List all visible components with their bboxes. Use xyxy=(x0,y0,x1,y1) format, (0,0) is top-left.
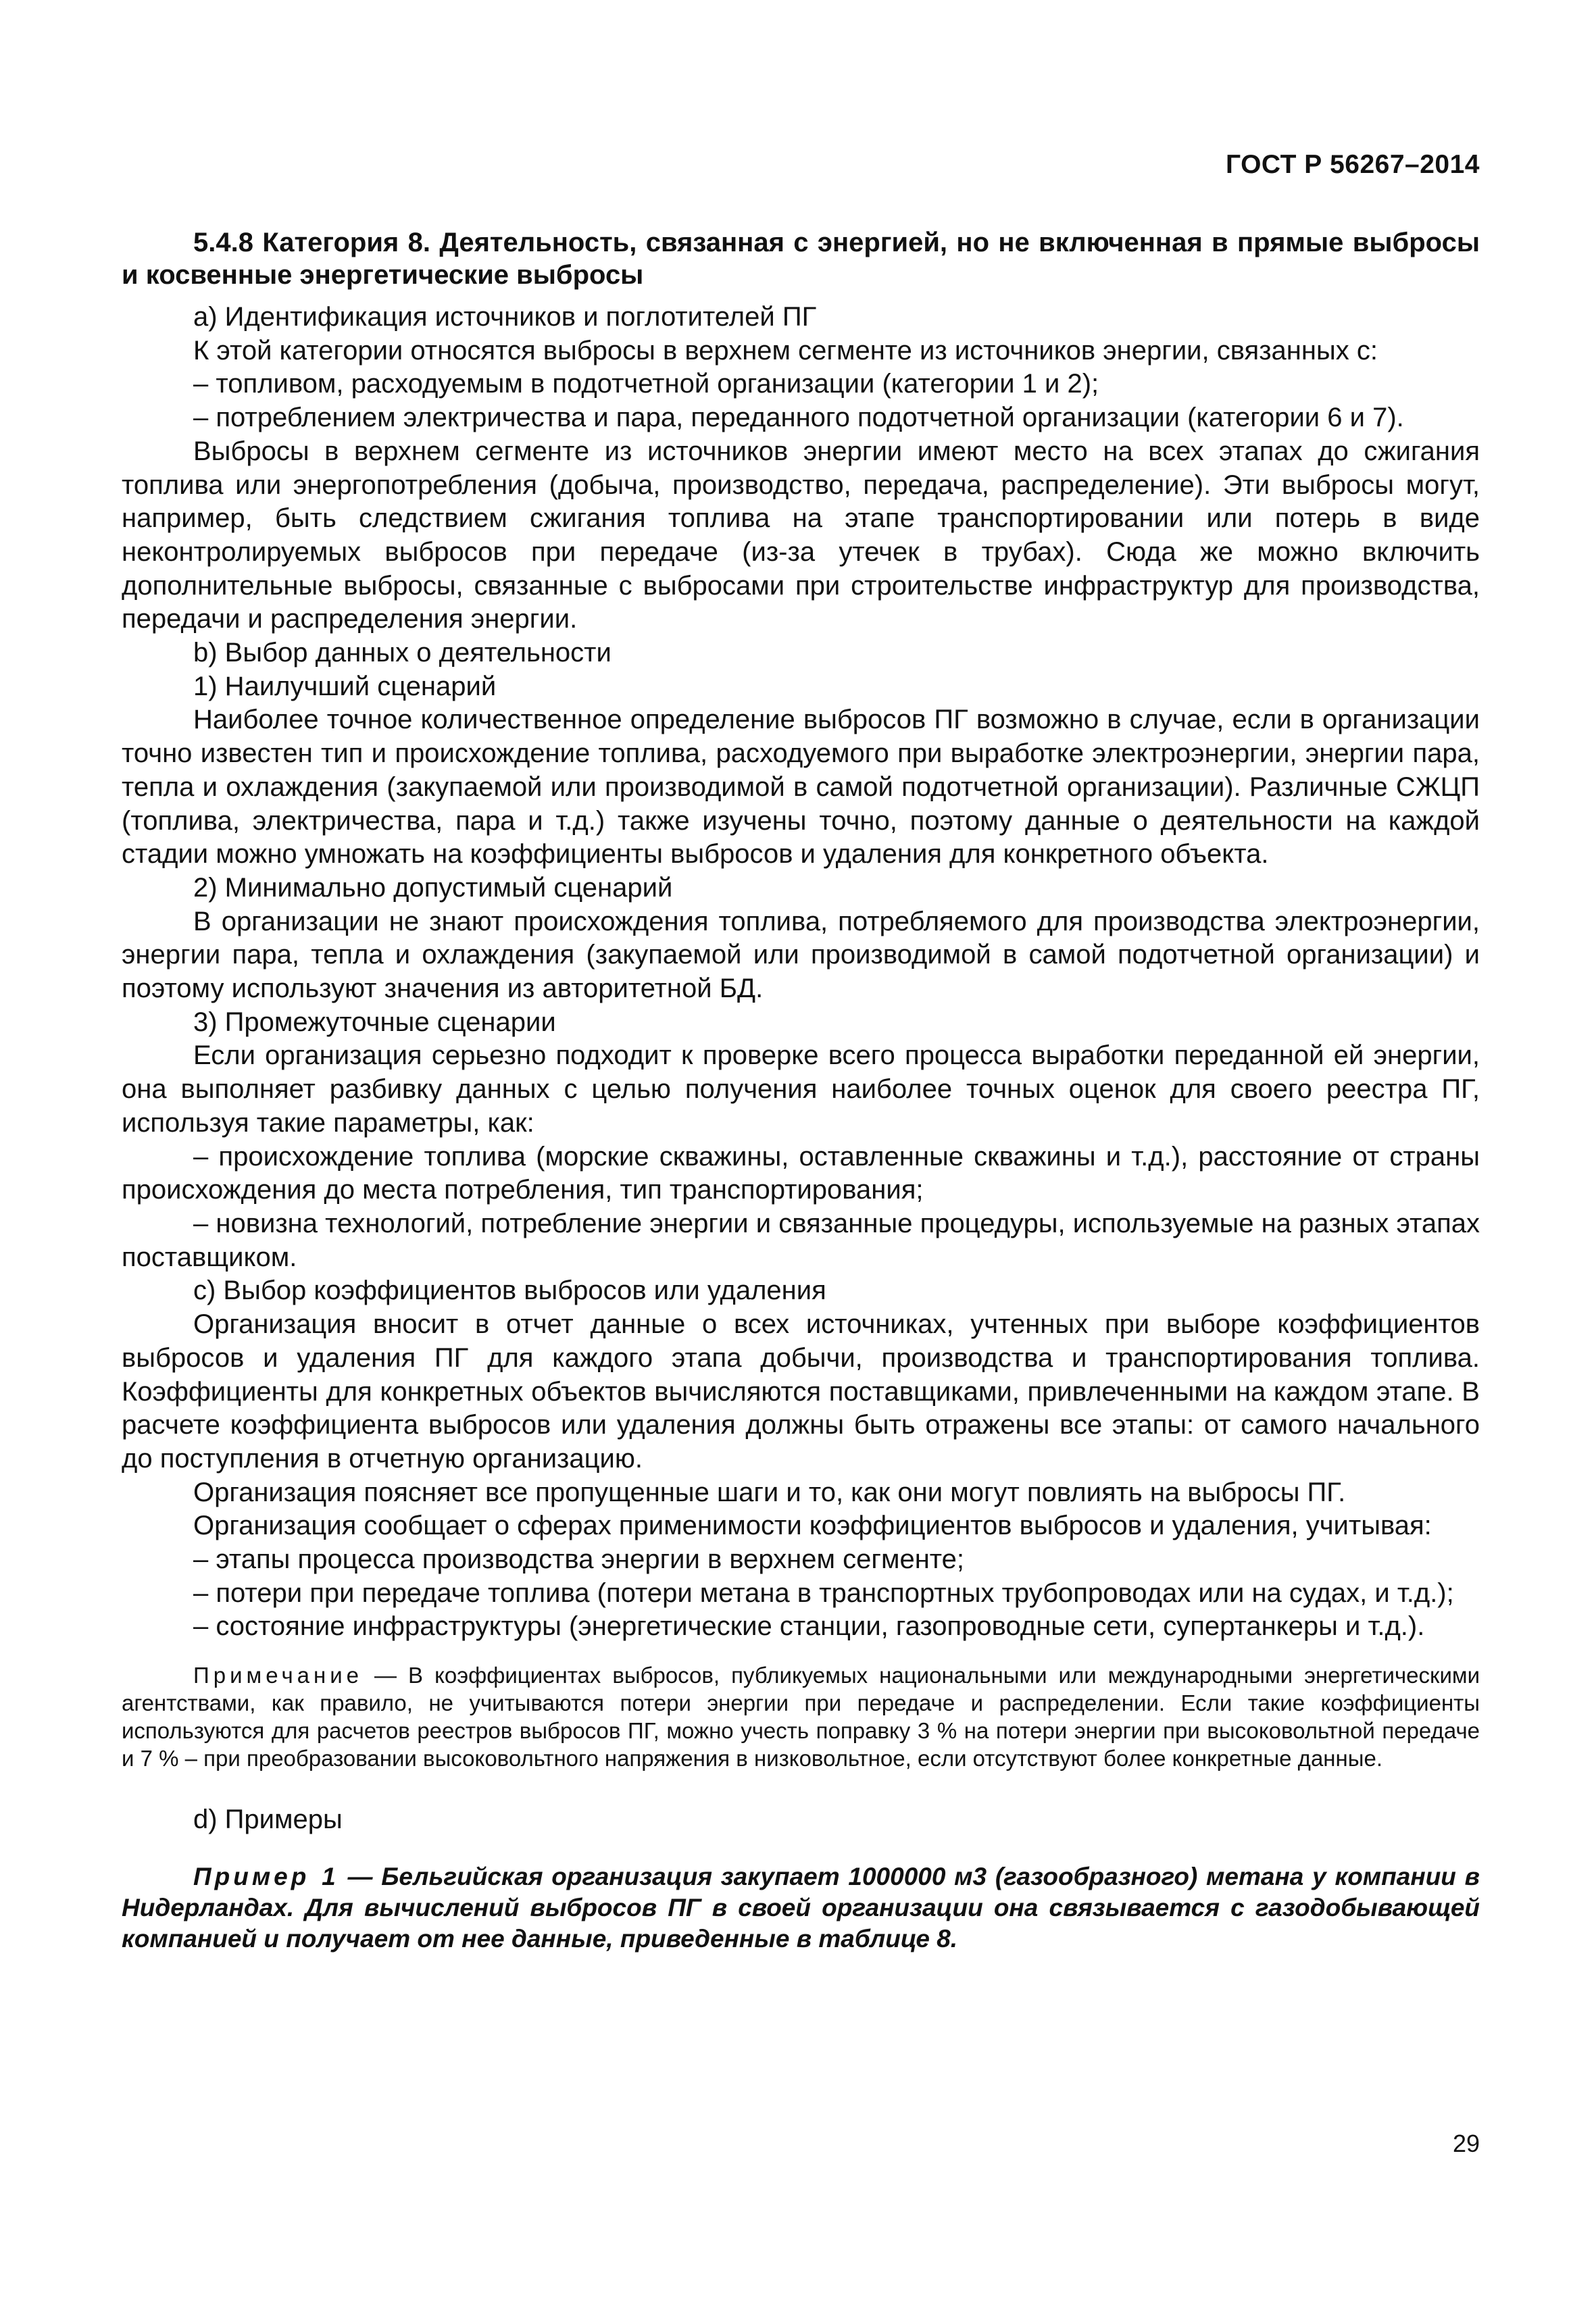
note-label: Примечание xyxy=(193,1663,364,1688)
subsection-heading: 3) Промежуточные сценарии xyxy=(193,1007,556,1037)
list-item: – состояние инфраструктуры (энергетические станции, газопроводные сети, супертанкеры и т.д.). xyxy=(193,1611,1425,1642)
list-item: – потреблением электричества и пара, переданного подотчетной организации (категории 6 и 7). xyxy=(193,403,1404,433)
list-item: – топливом, расходуемым в подотчетной организации (категории 1 и 2); xyxy=(193,369,1099,399)
example-label: Пример 1 xyxy=(193,1862,339,1890)
paragraph: К этой категории относятся выбросы в верхнем сегменте из источников энергии, связанных с: xyxy=(193,335,1378,366)
subsection-heading: с) Выбор коэффициентов выбросов или удаления xyxy=(193,1276,826,1306)
paragraph: Если организация серьезно подходит к проверке всего процесса выработки переданной ей энергии, она выполняет разбивку данных с целью получения наиболее точных оценок для своего реестра ПГ, используя такие параметры, как: xyxy=(122,1040,1480,1138)
subsection-heading: 2) Минимально допустимый сценарий xyxy=(193,872,673,903)
standard-id: ГОСТ Р 56267–2014 xyxy=(1225,150,1480,179)
examples-heading: d) Примеры xyxy=(193,1805,343,1835)
page-content xyxy=(122,226,1480,1955)
paragraph: Выбросы в верхнем сегменте из источников энергии имеют место на всех этапах до сжигания топлива или энергопотребления (добыча, производство, передача, распределение). Эти выбросы могут, например, быть следствием сжигания топлива на этапе транспортировании или потерь в виде неконтролируемых выбросов при передаче (из-за утечек в трубах). Сюда же можно включить дополнительные выбросы, связанные с выбросами при строительстве инфраструктур для производства, передачи и распределения энергии. xyxy=(122,436,1480,634)
note xyxy=(122,1661,1480,1772)
subsection-heading: 1) Наилучший сценарий xyxy=(193,671,497,701)
example-text: — Бельгийская организация закупает 1000000 м3 (газообразного) метана у компании в Нидерландах. Для вычислений выбросов ПГ в своей организации она связывается с газодобывающей компанией и получает от нее данные, приведенные в таблице 8. xyxy=(122,1862,1480,1953)
list-item: – потери при передаче топлива (потери метана в транспортных трубопроводах или на судах, и т.д.); xyxy=(193,1578,1454,1608)
subsection-heading: b) Выбор данных о деятельности xyxy=(193,638,612,668)
section-title: 5.4.8 Категория 8. Деятельность, связанная с энергией, но не включенная в прямые выбросы и косвенные энергетические выбросы xyxy=(122,228,1480,290)
list-item: – происхождение топлива (морские скважины, оставленные скважины и т.д.), расстояние от страны происхождения до места потребления, тип транспортирования; xyxy=(122,1141,1480,1205)
example xyxy=(122,1861,1480,1955)
list-item: – новизна технологий, потребление энергии и связанные процедуры, используемые на разных этапах поставщиком. xyxy=(122,1208,1480,1272)
note-text: — В коэффициентах выбросов, публикуемых национальными или международными энергетическими агентствами, как правило, не учитываются потери энергии при передаче и распределении. Если такие коэффициенты используются для расчетов реестров выбросов ПГ, можно учесть поправку 3 % на потери энергии при высоковольтной передаче и 7 % – при преобразовании высоковольтного напряжения в низковольтное, если отсутствуют более конкретные данные. xyxy=(122,1663,1480,1771)
body-text xyxy=(122,301,1480,1644)
paragraph: Организация сообщает о сферах применимости коэффициентов выбросов и удаления, учитывая: xyxy=(193,1511,1432,1541)
page-number: 29 xyxy=(1452,2130,1480,2157)
paragraph: Организация вносит в отчет данные о всех источниках, учтенных при выборе коэффициентов выбросов и удаления ПГ для каждого этапа добычи, производства и транспортирования топлива. Коэффициенты для конкретных объектов вычисляются поставщиками, привлеченными на каждом этапе. В расчете коэффициента выбросов или удаления должны быть отражены все этапы: от самого начального до поступления в отчетную организацию. xyxy=(122,1309,1480,1474)
paragraph: Наиболее точное количественное определение выбросов ПГ возможно в случае, если в организации точно известен тип и происхождение топлива, расходуемого при выработке электроэнергии, энергии пара, тепла и охлаждения (закупаемой или производимой в самой подотчетной организации). Различные СЖЦП (топлива, электричества, пара и т.д.) также изучены точно, поэтому данные о деятельности на каждой стадии можно умножать на коэффициенты выбросов и удаления для конкретного объекта. xyxy=(122,705,1480,870)
paragraph: В организации не знают происхождения топлива, потребляемого для производства электроэнергии, энергии пара, тепла и охлаждения (закупаемой или производимой в самой подотчетной организации) и поэтому используют значения из авторитетной БД. xyxy=(122,906,1480,1004)
paragraph: а) Идентификация источников и поглотителей ПГ xyxy=(193,302,817,332)
paragraph: Организация поясняет все пропущенные шаги и то, как они могут повлиять на выбросы ПГ. xyxy=(193,1477,1346,1507)
list-item: – этапы процесса производства энергии в верхнем сегменте; xyxy=(193,1544,965,1575)
